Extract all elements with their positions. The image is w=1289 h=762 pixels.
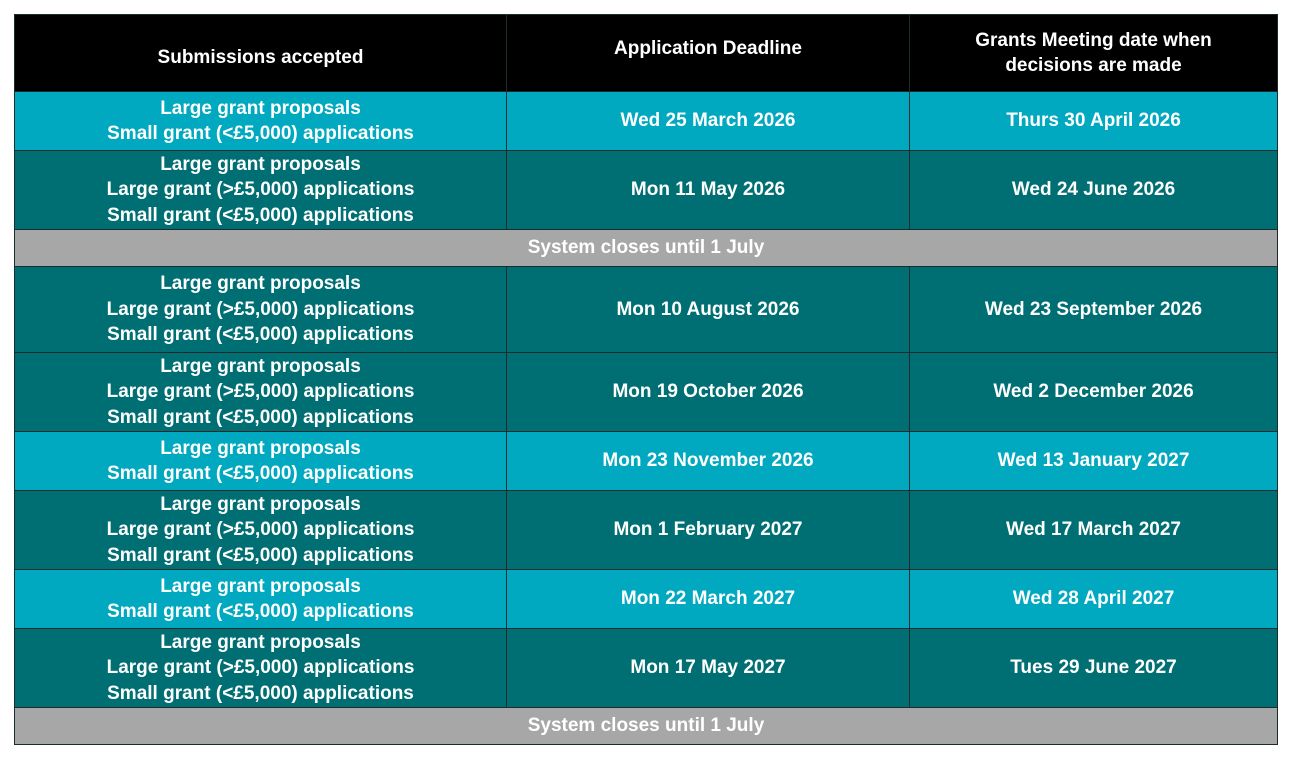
deadline-cell: Mon 23 November 2026	[507, 432, 910, 491]
deadline-cell: Wed 25 March 2026	[507, 92, 910, 151]
submission-line: Small grant (<£5,000) applications	[107, 682, 414, 704]
submission-line: Large grant proposals	[160, 493, 361, 515]
submission-line: Large grant (>£5,000) applications	[106, 298, 415, 320]
table-row	[15, 491, 1278, 570]
table-row	[15, 267, 1278, 353]
submission-line: Large grant proposals	[160, 575, 361, 597]
table-row	[15, 353, 1278, 432]
deadline-cell: Mon 22 March 2027	[507, 570, 910, 629]
header-row	[15, 15, 1278, 92]
header-meeting-line1: Grants Meeting date when	[975, 30, 1212, 51]
table-row	[15, 92, 1278, 151]
submission-line: Small grant (<£5,000) applications	[107, 601, 414, 622]
submissions-cell	[15, 267, 507, 353]
submission-line: Large grant (>£5,000) applications	[106, 381, 415, 403]
deadline-cell: Mon 17 May 2027	[507, 629, 910, 708]
meeting-cell: Wed 2 December 2026	[910, 353, 1278, 432]
system-closed-row	[15, 708, 1278, 745]
submissions-cell	[15, 570, 507, 629]
submission-line: Small grant (<£5,000) applications	[107, 544, 414, 566]
grants-schedule-table	[14, 14, 1278, 745]
deadline-cell: Mon 1 February 2027	[507, 491, 910, 570]
submissions-cell	[15, 491, 507, 570]
meeting-cell: Wed 17 March 2027	[910, 491, 1278, 570]
table-row	[15, 570, 1278, 629]
table-row	[15, 629, 1278, 708]
system-closed-notice: System closes until 1 July	[15, 230, 1278, 267]
submission-line: Small grant (<£5,000) applications	[107, 406, 414, 428]
meeting-cell: Wed 23 September 2026	[910, 267, 1278, 353]
meeting-cell: Thurs 30 April 2026	[910, 92, 1278, 151]
submission-line: Large grant proposals	[160, 153, 361, 175]
submission-line: Large grant proposals	[160, 273, 361, 295]
submissions-cell	[15, 92, 507, 151]
meeting-cell: Wed 24 June 2026	[910, 151, 1278, 230]
header-meeting	[910, 15, 1278, 92]
submission-line: Large grant proposals	[160, 437, 361, 459]
submission-line: Small grant (<£5,000) applications	[107, 463, 414, 484]
submission-line: Small grant (<£5,000) applications	[107, 204, 414, 226]
deadline-cell: Mon 11 May 2026	[507, 151, 910, 230]
submission-line: Large grant proposals	[160, 355, 361, 377]
submissions-cell	[15, 353, 507, 432]
table-row	[15, 432, 1278, 491]
deadline-cell: Mon 10 August 2026	[507, 267, 910, 353]
meeting-cell: Wed 13 January 2027	[910, 432, 1278, 491]
submission-line: Large grant proposals	[160, 631, 361, 653]
submission-line: Large grant (>£5,000) applications	[106, 519, 415, 541]
submission-line: Large grant (>£5,000) applications	[106, 179, 415, 201]
header-submissions-label: Submissions accepted	[157, 46, 364, 68]
header-deadline	[507, 15, 910, 92]
system-closed-row	[15, 230, 1278, 267]
submission-line: Large grant proposals	[160, 97, 361, 119]
submissions-cell	[15, 151, 507, 230]
header-deadline-label: Application Deadline	[614, 37, 802, 59]
submission-line: Small grant (<£5,000) applications	[107, 324, 414, 346]
deadline-cell: Mon 19 October 2026	[507, 353, 910, 432]
system-closed-notice: System closes until 1 July	[15, 708, 1278, 745]
submissions-cell	[15, 629, 507, 708]
meeting-cell: Wed 28 April 2027	[910, 570, 1278, 629]
header-submissions	[15, 15, 507, 92]
submission-line: Large grant (>£5,000) applications	[106, 657, 415, 679]
meeting-cell: Tues 29 June 2027	[910, 629, 1278, 708]
submissions-cell	[15, 432, 507, 491]
table-row	[15, 151, 1278, 230]
submission-line: Small grant (<£5,000) applications	[107, 123, 414, 144]
header-meeting-line2: decisions are made	[1005, 55, 1182, 76]
